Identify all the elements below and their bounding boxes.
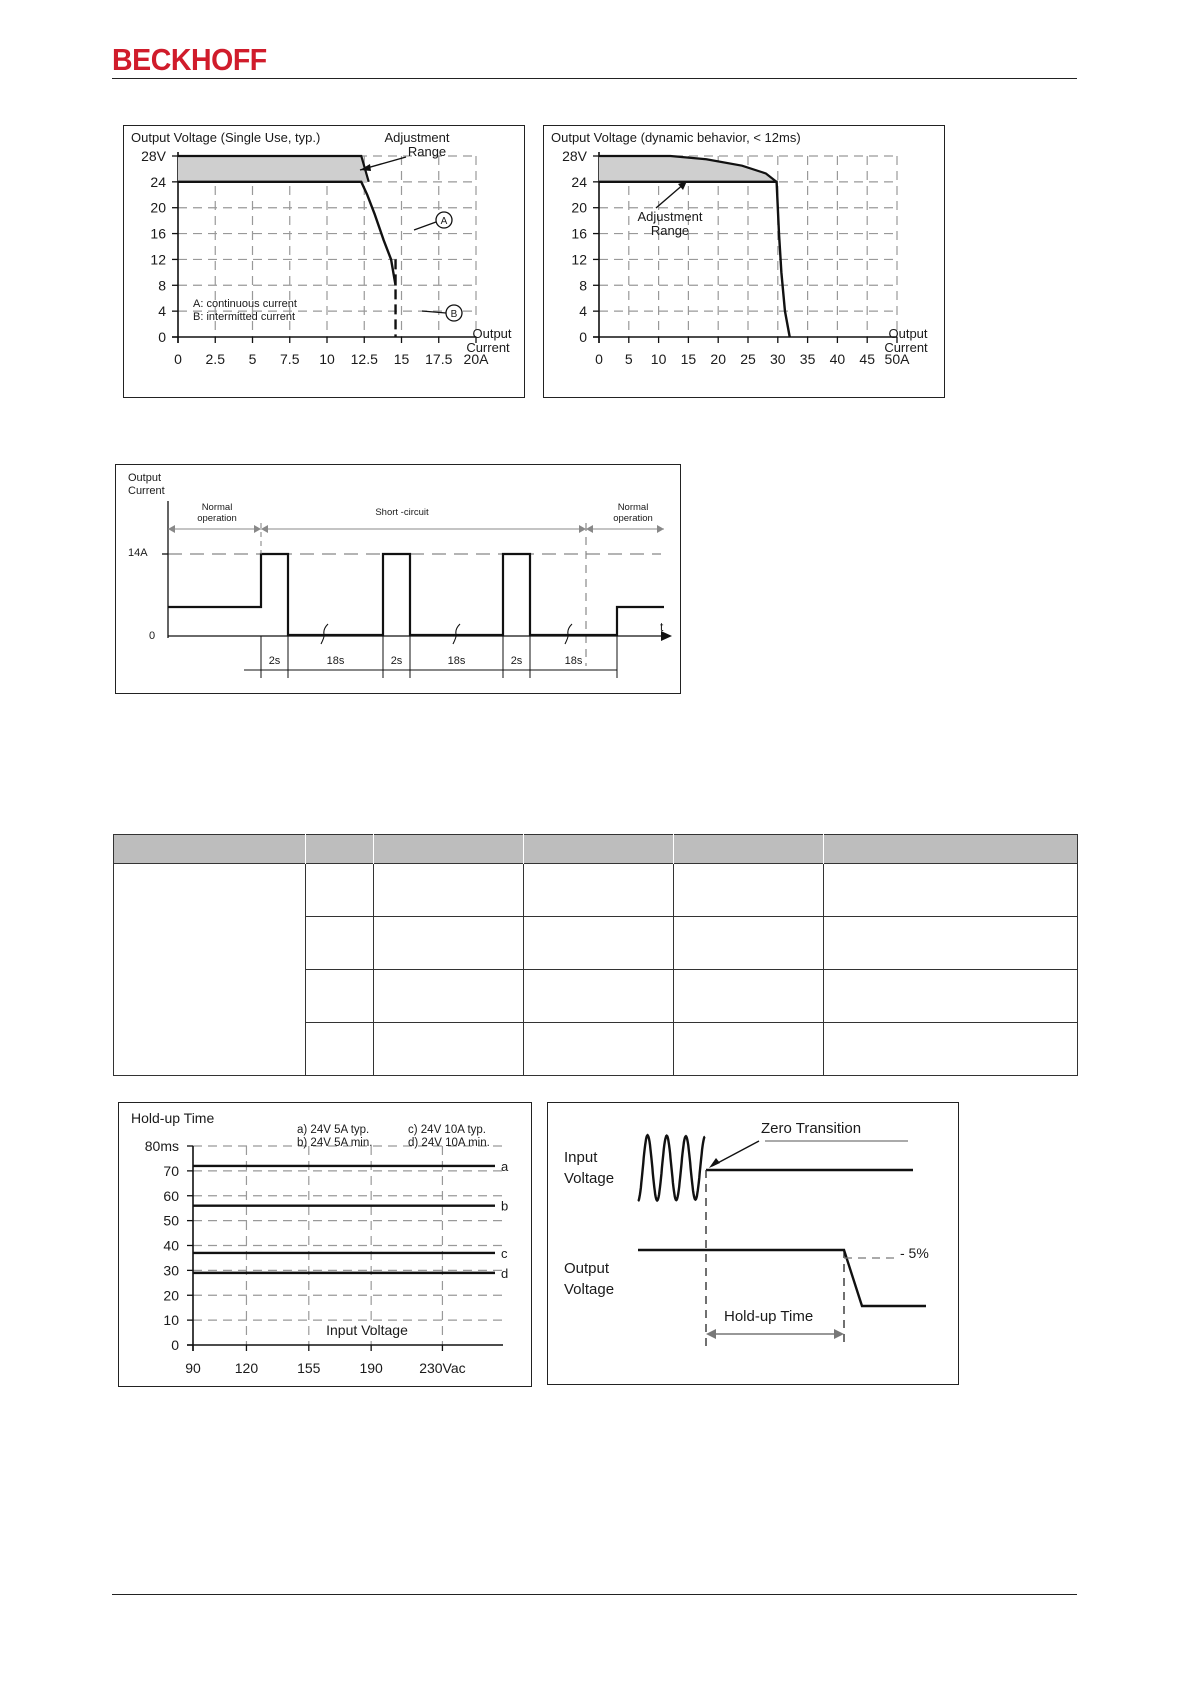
table-cell — [524, 864, 674, 917]
chart1-adjustment-label-2: Range — [407, 144, 447, 159]
diagram-input-sine — [638, 1135, 705, 1201]
x-tick-label: 190 — [359, 1360, 383, 1376]
chart4-legend-b: b) 24V 5A min. — [297, 1137, 373, 1149]
y-tick-label: 8 — [158, 277, 166, 294]
header-rule — [112, 78, 1077, 79]
y-tick-label: 10 — [163, 1312, 179, 1329]
chart3-body — [162, 501, 672, 678]
chart4-legend-d: d) 24V 10A min. — [408, 1137, 490, 1149]
x-tick-label: 155 — [297, 1360, 321, 1376]
table-cell — [114, 864, 306, 1076]
chart3-phase-2: Short -circuit — [375, 507, 429, 518]
chart2-y-ticks — [562, 148, 599, 345]
x-tick-label: 10 — [319, 351, 335, 367]
table-cell — [306, 1023, 374, 1076]
x-tick-label: 7.5 — [280, 351, 300, 367]
chart1-marker-b-label: B — [450, 309, 458, 320]
x-tick-label: 20A — [463, 351, 489, 367]
y-tick-label: 50 — [163, 1212, 179, 1229]
table-cell — [674, 1023, 824, 1076]
chart1-xlabel-2: Current — [466, 340, 510, 355]
x-tick-label: 15 — [680, 351, 697, 367]
x-tick-label: 50A — [884, 351, 910, 367]
y-tick-label: 30 — [163, 1262, 179, 1279]
x-tick-label: 5 — [248, 351, 257, 367]
table-header-cell — [524, 835, 674, 864]
x-tick-label: 10 — [650, 351, 667, 367]
chart1-legend-a: A: continuous current — [193, 298, 297, 310]
duration-label: 18s — [564, 655, 583, 667]
y-tick-label: 28V — [141, 148, 166, 164]
duration-label: 2s — [510, 655, 523, 667]
x-tick-label: 45 — [859, 351, 875, 367]
chart3-ylabel-2: Current — [128, 485, 165, 497]
holdup-line-label-d: d — [501, 1265, 509, 1281]
chart2-adjustment-label-2: Range — [650, 223, 690, 238]
table-cell — [674, 970, 824, 1023]
table-header-cell — [374, 835, 524, 864]
chart-short-circuit-current — [115, 464, 681, 694]
brand-logo: BECKHOFF — [112, 42, 267, 77]
phase-arrow-normal-2-head-left — [586, 525, 593, 533]
y-tick-label: 16 — [571, 225, 587, 242]
diagram-zero-transition-label: Zero Transition — [761, 1120, 862, 1137]
chart4-x-ticks — [185, 1345, 465, 1376]
chart4-grid — [187, 1146, 503, 1351]
holdup-line-label-c: c — [501, 1245, 508, 1261]
chart1-x-ticks — [174, 337, 489, 367]
chart3-ytick-14a: 14A — [128, 547, 148, 559]
table-cell — [524, 1023, 674, 1076]
y-tick-label: 4 — [579, 303, 587, 320]
table-header-cell — [824, 835, 1078, 864]
x-tick-label: 12.5 — [350, 351, 378, 367]
diagram-input-label-1: Input — [564, 1149, 598, 1166]
chart1-xlabel-1: Output — [472, 326, 512, 341]
chart4-legend-c: c) 24V 10A typ. — [408, 1124, 486, 1136]
duration-label: 18s — [326, 655, 345, 667]
y-tick-label: 0 — [171, 1337, 179, 1353]
chart1-adjustment-label-1: Adjustment — [384, 130, 450, 145]
table-cell — [306, 864, 374, 917]
chart4-lines — [193, 1159, 509, 1281]
y-tick-label: 40 — [163, 1237, 179, 1254]
table-cell — [824, 1023, 1078, 1076]
diagram-drop-label: - 5% — [900, 1245, 929, 1261]
table-cell — [824, 917, 1078, 970]
chart3-phase-1a: Normal — [201, 502, 233, 513]
chart1-y-ticks — [141, 148, 178, 345]
y-tick-label: 70 — [163, 1162, 179, 1179]
duration-label: 18s — [447, 655, 466, 667]
y-tick-label: 20 — [571, 199, 587, 216]
y-tick-label: 24 — [150, 173, 166, 190]
chart3-ytick-0: 0 — [149, 630, 156, 642]
chart-output-voltage-single-use — [123, 125, 525, 398]
chart1-adjustment-band — [178, 156, 369, 182]
chart4-xlabel: Input Voltage — [326, 1322, 408, 1338]
y-tick-label: 12 — [150, 251, 166, 268]
table-header-cell — [114, 835, 306, 864]
y-tick-label: 80ms — [144, 1138, 179, 1154]
x-tick-label: 5 — [624, 351, 633, 367]
holdup-line-label-a: a — [501, 1158, 509, 1174]
chart2-xlabel-1: Output — [888, 326, 928, 341]
chart3-t-label: t — [660, 620, 664, 634]
table-header-row — [114, 835, 1078, 864]
duration-label: 2s — [268, 655, 281, 667]
y-tick-label: 0 — [158, 329, 166, 345]
x-tick-label: 30 — [770, 351, 786, 367]
x-tick-label: 15 — [393, 351, 410, 367]
chart2-adjustment-label-1: Adjustment — [637, 209, 703, 224]
table-cell — [374, 864, 524, 917]
table-cell — [824, 970, 1078, 1023]
chart2-x-ticks — [595, 337, 910, 367]
x-tick-label: 0 — [595, 351, 603, 367]
diagram-output-label-2: Voltage — [564, 1281, 615, 1298]
chart4-legend-a: a) 24V 5A typ. — [297, 1124, 370, 1136]
chart4-y-ticks — [145, 1138, 193, 1353]
current-waveform — [168, 554, 664, 635]
y-tick-label: 28V — [562, 148, 587, 164]
holdup-line-label-b: b — [501, 1198, 509, 1214]
chart-hold-up-time — [118, 1102, 532, 1387]
x-tick-label: 230Vac — [419, 1360, 466, 1376]
x-tick-label: 120 — [234, 1360, 259, 1376]
x-tick-label: 25 — [740, 351, 756, 367]
chart1-marker-a-label: A — [440, 216, 448, 227]
adjustment-band-fill — [178, 156, 369, 182]
y-tick-label: 20 — [163, 1287, 179, 1304]
chart2-title: Output Voltage (dynamic behavior, < 12ms) — [551, 130, 801, 145]
chart1-legend-b: B: intermitted current — [193, 311, 296, 323]
chart1-title: Output Voltage (Single Use, typ.) — [131, 130, 321, 145]
x-tick-label: 40 — [829, 351, 846, 367]
table-row — [114, 864, 1078, 917]
chart3-phase-3b: operation — [613, 513, 653, 524]
x-tick-label: 35 — [799, 351, 816, 367]
y-tick-label: 16 — [150, 225, 166, 242]
table-cell — [674, 864, 824, 917]
footer-rule — [112, 1594, 1077, 1595]
table-cell — [674, 917, 824, 970]
y-tick-label: 4 — [158, 303, 166, 320]
phase-arrow-normal-1-head-right — [254, 525, 261, 533]
chart2-curves — [599, 156, 790, 337]
x-tick-label: 17.5 — [425, 351, 453, 367]
table-cell — [524, 970, 674, 1023]
table-cell — [374, 970, 524, 1023]
y-tick-label: 0 — [579, 329, 587, 345]
table-header-cell — [306, 835, 374, 864]
table-header-cell — [674, 835, 824, 864]
table-cell — [306, 917, 374, 970]
phase-arrow-normal-1-head-left — [168, 525, 175, 533]
y-tick-label: 60 — [163, 1187, 179, 1204]
diagram-holdup-label: Hold-up Time — [724, 1308, 814, 1325]
spec-table — [113, 834, 1078, 1076]
table-cell — [374, 1023, 524, 1076]
y-tick-label: 24 — [571, 173, 587, 190]
chart3-phase-1b: operation — [197, 513, 237, 524]
x-tick-label: 20 — [710, 351, 726, 367]
y-tick-label: 12 — [571, 251, 587, 268]
phase-arrow-short-head-right — [579, 525, 586, 533]
chart2-xlabel-2: Current — [884, 340, 928, 355]
diagram-output-label-1: Output — [564, 1260, 610, 1277]
diagram-input-label-2: Voltage — [564, 1170, 615, 1187]
chart-output-voltage-dynamic — [543, 125, 945, 398]
phase-arrow-normal-2-head-right — [657, 525, 664, 533]
x-tick-label: 0 — [174, 351, 182, 367]
phase-arrow-short-head-left — [261, 525, 268, 533]
chart4-title: Hold-up Time — [131, 1110, 215, 1126]
y-tick-label: 8 — [579, 277, 587, 294]
diagram-hold-up-time — [547, 1102, 959, 1385]
chart3-ylabel-1: Output — [128, 472, 162, 484]
table-cell — [524, 917, 674, 970]
table-cell — [374, 917, 524, 970]
table-cell — [306, 970, 374, 1023]
x-tick-label: 2.5 — [205, 351, 225, 367]
y-tick-label: 20 — [150, 199, 166, 216]
x-tick-label: 90 — [185, 1360, 201, 1376]
duration-label: 2s — [390, 655, 403, 667]
diagram-output-line — [638, 1250, 926, 1306]
chart3-phase-3a: Normal — [617, 502, 649, 513]
table-cell — [824, 864, 1078, 917]
